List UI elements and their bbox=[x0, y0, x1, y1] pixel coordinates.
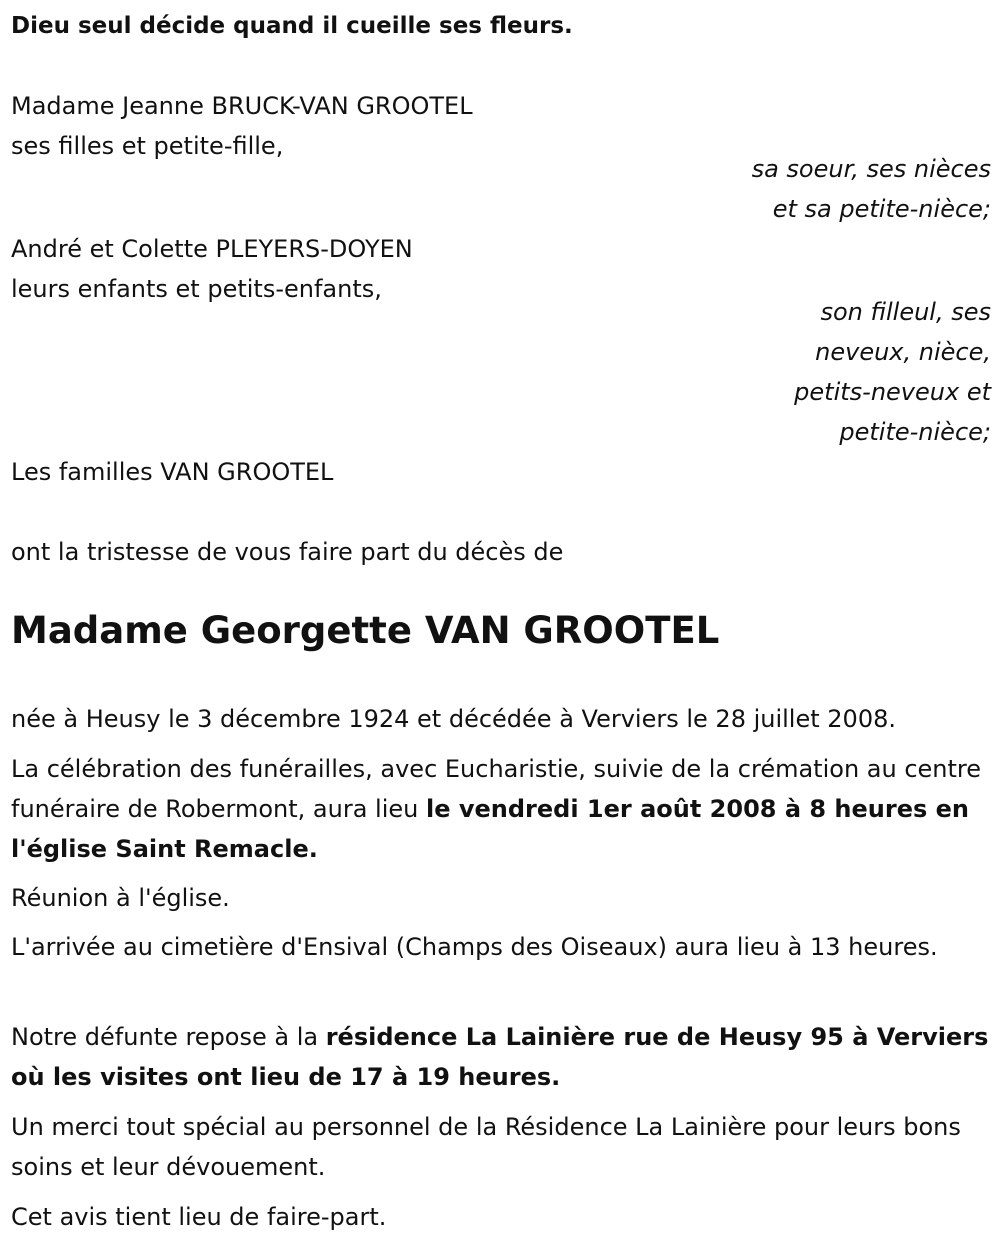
family-right-2d: petite-nièce; bbox=[839, 418, 991, 446]
family-right-1b: et sa petite-nièce; bbox=[772, 195, 991, 223]
obituary-document bbox=[11, 0, 991, 1252]
family-right-2c: petits-neveux et bbox=[794, 378, 991, 406]
family-line-4: leurs enfants et petits-enfants, bbox=[11, 275, 382, 303]
closing: Cet avis tient lieu de faire-part. bbox=[11, 1203, 387, 1231]
family-right-2a: son filleul, ses bbox=[820, 298, 991, 326]
family-line-2: ses filles et petite-fille, bbox=[11, 132, 284, 160]
ceremony-paragraph bbox=[11, 749, 991, 869]
cemetery: L'arrivée au cimetière d'Ensival (Champs des Oiseaux) aura lieu à 13 heures. bbox=[11, 933, 938, 961]
rest-text: Notre défunte repose à la bbox=[11, 1023, 326, 1051]
thanks: Un merci tout spécial au personnel de la Résidence La Lainière pour leurs bons soins et leur dévouement. bbox=[11, 1113, 961, 1181]
family-right-2b: neveux, nièce, bbox=[815, 338, 991, 366]
family-line-5: Les familles VAN GROOTEL bbox=[11, 458, 334, 486]
deceased-name: Madame Georgette VAN GROOTEL bbox=[11, 609, 720, 652]
rest-paragraph bbox=[11, 1017, 991, 1097]
birth-death: née à Heusy le 3 décembre 1924 et décédée à Verviers le 28 juillet 2008. bbox=[11, 705, 896, 733]
family-right-1a: sa soeur, ses nièces bbox=[751, 155, 991, 183]
ceremony-details: le vendredi 1er août 2008 à 8 heures en l'église Saint Remacle. bbox=[11, 795, 969, 863]
ceremony-text: La célébration des funérailles, avec Eucharistie, suivie de la crémation au centre funéraire de Robermont, aura lieu bbox=[11, 755, 982, 823]
motto: Dieu seul décide quand il cueille ses fleurs. bbox=[11, 13, 573, 39]
announcement: ont la tristesse de vous faire part du décès de bbox=[11, 538, 564, 566]
family-line-3: André et Colette PLEYERS-DOYEN bbox=[11, 235, 413, 263]
rest-details: résidence La Lainière rue de Heusy 95 à Verviers où les visites ont lieu de 17 à 19 heures. bbox=[11, 1023, 989, 1091]
family-line-1: Madame Jeanne BRUCK-VAN GROOTEL bbox=[11, 92, 473, 120]
meeting: Réunion à l'église. bbox=[11, 884, 230, 912]
